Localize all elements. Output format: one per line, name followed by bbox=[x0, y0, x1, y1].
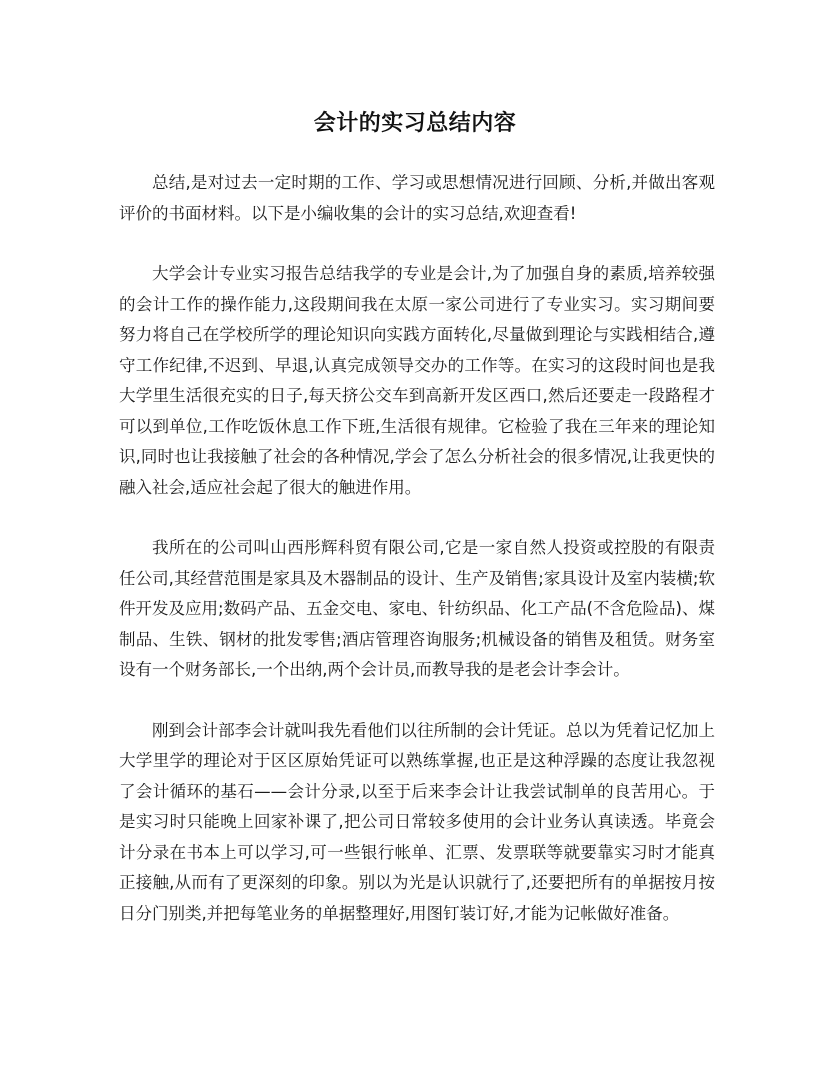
paragraph-internship-overview: 大学会计专业实习报告总结我学的专业是会计,为了加强自身的素质,培养较强的会计工作的操作能力,这段期间我在太原一家公司进行了专业实习。实习期间要努力将自己在学校所学的理论知识向实践方面转化,尽量做到理论与实践相结合,遵守工作纪律,不迟到、早退,认真完成领导交办的工作等。在实习的这段时间也是我大学里生活很充实的日子,每天挤公交车到高新开发区西口,然后还要走一段路程才可以到单位,工作吃饭休息工作下班,生活很有规律。它检验了我在三年来的理论知识,同时也让我接触了社会的各种情况,学会了怎么分析社会的很多情况,让我更快的融入社会,适应社会起了很大的触进作用。 bbox=[119, 264, 715, 497]
paragraph-accounting-work: 刚到会计部李会计就叫我先看他们以往所制的会计凭证。总以为凭着记忆加上大学里学的理论对于区区原始凭证可以熟练掌握,也正是这种浮躁的态度让我忽视了会计循环的基石——会计分录,以至于后来李会计让我尝试制单的良苦用心。于是实习时只能晚上回家补课了,把公司日常较多使用的会计业务认真读透。毕竟会计分录在书本上可以学习,可一些银行帐单、汇票、发票联等就要靠实习时才能真正接触,从而有了更深刻的印象。别以为光是认识就行了,还要把所有的单据按月按日分门别类,并把每笔业务的单据整理好,用图钉装订好,才能为记帐做好准备。 bbox=[119, 720, 715, 923]
paragraph-company-info: 我所在的公司叫山西彤辉科贸有限公司,它是一家自然人投资或控股的有限责任公司,其经营范围是家具及木器制品的设计、生产及销售;家具设计及室内装横;软件开发及应用;数码产品、五金交电、家电、针纺织品、化工产品(不含危险品)、煤制品、生铁、钢材的批发零售;酒店管理咨询服务;机械设备的销售及租赁。财务室设有一个财务部长,一个出纳,两个会计员,而教导我的是老会计李会计。 bbox=[119, 538, 715, 679]
paragraph-intro: 总结,是对过去一定时期的工作、学习或思想情况进行回顾、分析,并做出客观评价的书面材料。以下是小编收集的会计的实习总结,欢迎查看! bbox=[119, 173, 715, 223]
page-title: 会计的实习总结内容 bbox=[313, 111, 517, 136]
document-body bbox=[119, 168, 715, 959]
